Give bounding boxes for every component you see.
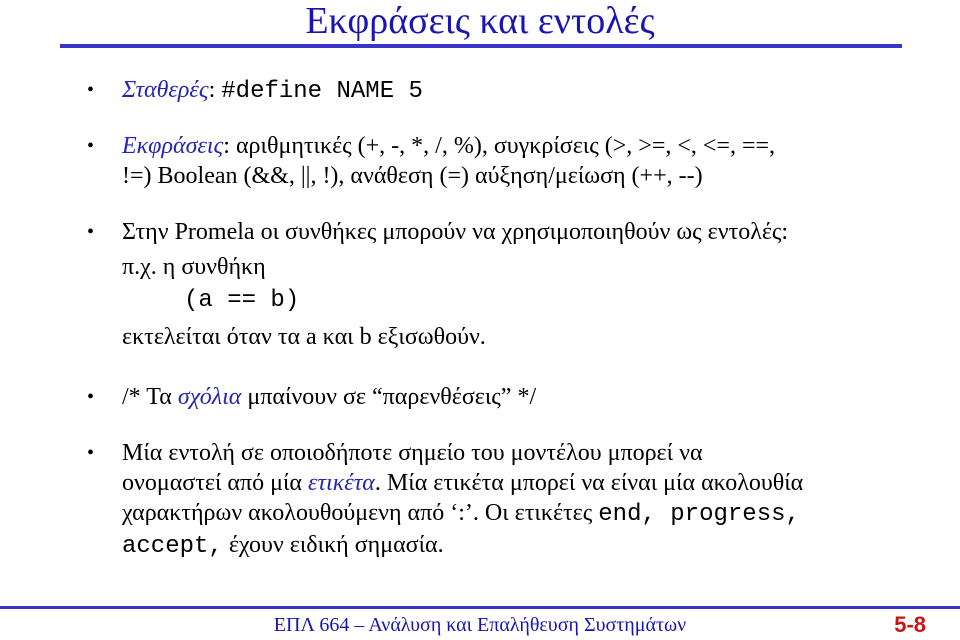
term-label: ετικέτα	[308, 470, 375, 496]
labels-line-2	[122, 468, 912, 498]
term-separator: :	[208, 77, 216, 103]
footer-course: ΕΠΛ 664 – Ανάλυση και Επαλήθευση Συστημάτων	[273, 614, 687, 636]
bullet-labels	[122, 438, 912, 562]
define-code: #define NAME 5	[221, 78, 423, 105]
labels-code-1: end, progress,	[598, 501, 800, 528]
title-underline	[60, 44, 902, 48]
bullet-constants	[122, 75, 912, 107]
term-comments: σχόλια	[177, 384, 242, 410]
term-constants: Σταθερές	[122, 77, 209, 103]
expressions-line-2: !=) Boolean (&&, ||, !), ανάθεση (=) αύξηση/μείωση (++, --)	[122, 163, 703, 189]
condition-code: (a == b)	[184, 287, 300, 314]
bullet-marker: •	[87, 221, 95, 243]
conditions-line-2: π.χ. η συνθήκη	[122, 254, 266, 280]
expressions-ops-1: : αριθμητικές (+, -, *, /, %), συγκρίσεις (>, >=, <, <=, ==,	[223, 133, 776, 159]
comments-post: μπαίνουν σε “παρενθέσεις” */	[241, 384, 537, 410]
labels-line-3	[122, 498, 912, 530]
slide-title: Εκφράσεις και εντολές	[305, 0, 655, 42]
bullet-expressions	[122, 131, 912, 191]
expressions-line-1	[122, 131, 912, 161]
bullet-marker: •	[87, 79, 95, 101]
page-number: 5-8	[894, 612, 926, 637]
bullet-marker: •	[87, 386, 95, 408]
labels-line-1: Μία εντολή σε οποιοδήποτε σημείο του μοντέλου μπορεί να	[122, 440, 703, 466]
conditions-line-1: Στην Promela οι συνθήκες μπορούν να χρησιμοποιηθούν ως εντολές:	[122, 219, 789, 245]
bullet-marker: •	[87, 135, 95, 157]
labels-line-4-post: έχουν ειδική σημασία.	[222, 532, 444, 558]
bullet-marker: •	[87, 442, 95, 464]
labels-line-2-post: . Μία ετικέτα μπορεί να είναι μία ακολουθία	[374, 470, 804, 496]
labels-line-4	[122, 530, 912, 562]
labels-line-2-pre: ονομαστεί από μία	[122, 470, 308, 496]
comments-pre: /* Τα	[122, 384, 178, 410]
term-expressions: Εκφράσεις	[122, 133, 224, 159]
labels-code-2: accept,	[122, 533, 223, 560]
bullet-conditions	[122, 217, 912, 352]
conditions-line-4: εκτελείται όταν τα a και b εξισωθούν.	[122, 324, 486, 350]
footer-rule	[0, 606, 960, 609]
labels-line-3-pre: χαρακτήρων ακολουθούμενη από ‘:’. Οι ετικέτες	[122, 500, 599, 526]
bullet-comments	[122, 382, 912, 412]
